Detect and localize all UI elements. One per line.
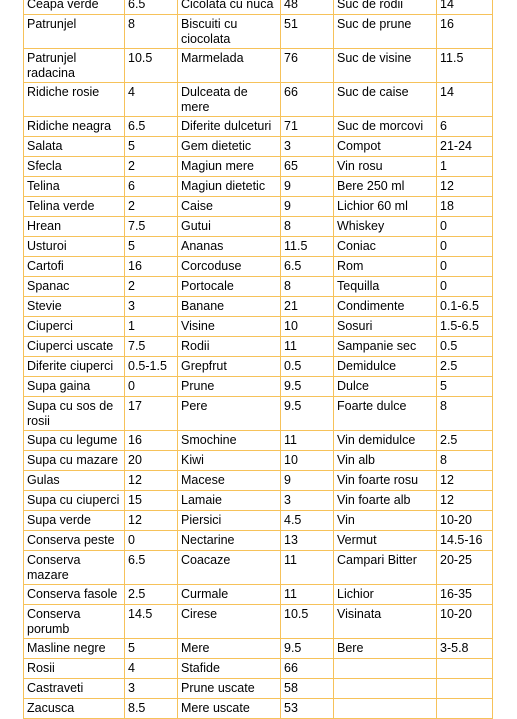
food-name-cell: Coacaze — [178, 551, 281, 585]
carb-value-cell: 0 — [437, 257, 493, 277]
carb-value-cell: 10.5 — [281, 605, 334, 639]
food-name-cell: Supa cu ciuperci — [24, 491, 125, 511]
food-name-cell: Ceapa verde — [24, 0, 125, 15]
table-row — [24, 639, 493, 659]
food-name-cell: Rom — [334, 257, 437, 277]
carb-value-cell: 5 — [125, 137, 178, 157]
food-name-cell: Magiun dietetic — [178, 177, 281, 197]
food-name-cell: Foarte dulce — [334, 397, 437, 431]
table-row — [24, 177, 493, 197]
table-row — [24, 431, 493, 451]
carb-value-cell: 58 — [281, 679, 334, 699]
table-row — [24, 699, 493, 719]
carb-value-cell: 12 — [125, 511, 178, 531]
food-name-cell: Visine — [178, 317, 281, 337]
food-name-cell: Conserva peste — [24, 531, 125, 551]
carb-value-cell — [437, 699, 493, 719]
carb-value-cell: 5 — [125, 639, 178, 659]
food-name-cell: Sfecla — [24, 157, 125, 177]
carb-value-cell: 3 — [281, 491, 334, 511]
food-name-cell: Conserva mazare — [24, 551, 125, 585]
table-row — [24, 277, 493, 297]
carb-value-cell: 12 — [437, 177, 493, 197]
food-name-cell: Zacusca — [24, 699, 125, 719]
carb-value-cell: 16 — [125, 431, 178, 451]
table-row — [24, 117, 493, 137]
table-row — [24, 585, 493, 605]
food-name-cell: Dulce — [334, 377, 437, 397]
table-row — [24, 451, 493, 471]
food-name-cell: Stafide — [178, 659, 281, 679]
carb-value-cell: 11 — [281, 337, 334, 357]
food-name-cell: Coniac — [334, 237, 437, 257]
food-name-cell: Gulas — [24, 471, 125, 491]
food-name-cell: Tequilla — [334, 277, 437, 297]
carb-value-cell: 7.5 — [125, 217, 178, 237]
food-name-cell: Lichior 60 ml — [334, 197, 437, 217]
food-name-cell: Sosuri — [334, 317, 437, 337]
food-name-cell: Banane — [178, 297, 281, 317]
food-name-cell: Stevie — [24, 297, 125, 317]
carb-value-cell: 8 — [437, 451, 493, 471]
carb-value-cell: 2 — [125, 277, 178, 297]
table-row — [24, 49, 493, 83]
food-name-cell: Curmale — [178, 585, 281, 605]
food-name-cell: Campari Bitter — [334, 551, 437, 585]
food-name-cell: Caise — [178, 197, 281, 217]
carb-value-cell: 65 — [281, 157, 334, 177]
food-name-cell: Mere — [178, 639, 281, 659]
food-name-cell: Patrunjel radacina — [24, 49, 125, 83]
table-row — [24, 83, 493, 117]
carb-value-cell: 11 — [281, 585, 334, 605]
food-name-cell: Gutui — [178, 217, 281, 237]
carb-value-cell: 3 — [281, 137, 334, 157]
food-name-cell: Vin rosu — [334, 157, 437, 177]
food-name-cell: Castraveti — [24, 679, 125, 699]
food-name-cell: Suc de rodii — [334, 0, 437, 15]
carb-value-cell: 12 — [437, 471, 493, 491]
food-name-cell: Ciuperci uscate — [24, 337, 125, 357]
food-name-cell: Supa cu legume — [24, 431, 125, 451]
carb-value-cell: 21-24 — [437, 137, 493, 157]
table-row — [24, 15, 493, 49]
food-name-cell: Diferite ciuperci — [24, 357, 125, 377]
food-name-cell — [334, 699, 437, 719]
carb-value-cell: 0 — [437, 237, 493, 257]
carb-value-cell: 14.5-16 — [437, 531, 493, 551]
food-name-cell: Grepfrut — [178, 357, 281, 377]
food-name-cell: Vin alb — [334, 451, 437, 471]
carb-value-cell: 3 — [125, 297, 178, 317]
food-name-cell: Vin — [334, 511, 437, 531]
table-row — [24, 197, 493, 217]
food-name-cell: Ridiche rosie — [24, 83, 125, 117]
food-name-cell: Condimente — [334, 297, 437, 317]
food-name-cell: Rodii — [178, 337, 281, 357]
food-name-cell: Ananas — [178, 237, 281, 257]
table-row — [24, 471, 493, 491]
table-row — [24, 357, 493, 377]
table-row — [24, 397, 493, 431]
carb-value-cell: 2.5 — [437, 357, 493, 377]
carb-value-cell: 0.5 — [281, 357, 334, 377]
carb-value-cell — [437, 679, 493, 699]
food-name-cell: Hrean — [24, 217, 125, 237]
food-name-cell: Marmelada — [178, 49, 281, 83]
table-row — [24, 659, 493, 679]
carb-value-cell: 11.5 — [437, 49, 493, 83]
table-row — [24, 491, 493, 511]
food-name-cell: Piersici — [178, 511, 281, 531]
carb-value-cell: 20-25 — [437, 551, 493, 585]
food-name-cell — [334, 659, 437, 679]
carb-value-cell: 12 — [437, 491, 493, 511]
food-name-cell: Biscuiti cu ciocolata — [178, 15, 281, 49]
carb-value-cell: 9.5 — [281, 639, 334, 659]
food-name-cell: Portocale — [178, 277, 281, 297]
table-row — [24, 679, 493, 699]
carb-value-cell: 13 — [281, 531, 334, 551]
carb-value-cell: 4 — [125, 659, 178, 679]
table-row — [24, 297, 493, 317]
carb-value-cell: 51 — [281, 15, 334, 49]
carb-value-cell: 66 — [281, 659, 334, 679]
food-name-cell: Patrunjel — [24, 15, 125, 49]
carb-value-cell: 6.5 — [125, 117, 178, 137]
carb-value-cell: 0 — [437, 217, 493, 237]
food-name-cell — [334, 679, 437, 699]
food-name-cell: Supa cu mazare — [24, 451, 125, 471]
table-row — [24, 237, 493, 257]
food-name-cell: Ciuperci — [24, 317, 125, 337]
carb-value-cell: 16 — [125, 257, 178, 277]
carb-value-cell: 8.5 — [125, 699, 178, 719]
carb-value-cell: 3 — [125, 679, 178, 699]
table-row — [24, 511, 493, 531]
table-row — [24, 257, 493, 277]
table-row — [24, 377, 493, 397]
food-name-cell: Whiskey — [334, 217, 437, 237]
carb-value-cell: 18 — [437, 197, 493, 217]
carb-value-cell: 66 — [281, 83, 334, 117]
food-name-cell: Salata — [24, 137, 125, 157]
carb-value-cell: 6 — [125, 177, 178, 197]
food-name-cell: Nectarine — [178, 531, 281, 551]
carb-value-cell: 10 — [281, 451, 334, 471]
food-name-cell: Visinata — [334, 605, 437, 639]
table-row — [24, 157, 493, 177]
food-name-cell: Lamaie — [178, 491, 281, 511]
carb-value-cell: 7.5 — [125, 337, 178, 357]
carb-value-cell: 14 — [437, 0, 493, 15]
carb-value-cell: 12 — [125, 471, 178, 491]
food-name-cell: Corcoduse — [178, 257, 281, 277]
food-name-cell: Cicolata cu nuca — [178, 0, 281, 15]
food-name-cell: Lichior — [334, 585, 437, 605]
carb-value-cell: 1.5-6.5 — [437, 317, 493, 337]
table-row — [24, 217, 493, 237]
food-name-cell: Sampanie sec — [334, 337, 437, 357]
carb-value-cell: 6.5 — [281, 257, 334, 277]
carb-value-cell: 8 — [281, 217, 334, 237]
food-name-cell: Ridiche neagra — [24, 117, 125, 137]
food-name-cell: Smochine — [178, 431, 281, 451]
table-row — [24, 137, 493, 157]
food-name-cell: Diferite dulceturi — [178, 117, 281, 137]
carb-value-cell: 71 — [281, 117, 334, 137]
food-name-cell: Pere — [178, 397, 281, 431]
carb-value-cell: 5 — [437, 377, 493, 397]
food-name-cell: Telina verde — [24, 197, 125, 217]
carb-value-cell: 10-20 — [437, 511, 493, 531]
carbohydrate-table — [23, 0, 493, 719]
food-name-cell: Macese — [178, 471, 281, 491]
food-name-cell: Bere — [334, 639, 437, 659]
carb-value-cell: 8 — [281, 277, 334, 297]
carb-value-cell — [437, 659, 493, 679]
food-name-cell: Vin demidulce — [334, 431, 437, 451]
food-name-cell: Vin foarte alb — [334, 491, 437, 511]
food-name-cell: Vin foarte rosu — [334, 471, 437, 491]
carb-value-cell: 9.5 — [281, 377, 334, 397]
carb-value-cell: 9 — [281, 177, 334, 197]
carb-value-cell: 0.1-6.5 — [437, 297, 493, 317]
carb-value-cell: 9 — [281, 197, 334, 217]
carb-value-cell: 1 — [125, 317, 178, 337]
food-name-cell: Prune — [178, 377, 281, 397]
carb-value-cell: 0 — [125, 377, 178, 397]
carb-value-cell: 0.5 — [437, 337, 493, 357]
carb-value-cell: 21 — [281, 297, 334, 317]
carb-value-cell: 2.5 — [125, 585, 178, 605]
carb-value-cell: 8 — [125, 15, 178, 49]
carb-value-cell: 9 — [281, 471, 334, 491]
carb-value-cell: 4 — [125, 83, 178, 117]
carb-value-cell: 53 — [281, 699, 334, 719]
food-name-cell: Prune uscate — [178, 679, 281, 699]
carb-value-cell: 76 — [281, 49, 334, 83]
table-body — [24, 0, 493, 719]
food-name-cell: Suc de caise — [334, 83, 437, 117]
carb-value-cell: 48 — [281, 0, 334, 15]
food-name-cell: Conserva fasole — [24, 585, 125, 605]
carb-value-cell: 4.5 — [281, 511, 334, 531]
food-name-cell: Supa gaina — [24, 377, 125, 397]
carb-value-cell: 6 — [437, 117, 493, 137]
food-name-cell: Spanac — [24, 277, 125, 297]
food-name-cell: Supa cu sos de rosii — [24, 397, 125, 431]
food-name-cell: Kiwi — [178, 451, 281, 471]
carb-value-cell: 16-35 — [437, 585, 493, 605]
food-name-cell: Conserva porumb — [24, 605, 125, 639]
carb-value-cell: 6.5 — [125, 0, 178, 15]
carb-value-cell: 0 — [125, 531, 178, 551]
carb-value-cell: 15 — [125, 491, 178, 511]
table-row — [24, 0, 493, 15]
carb-value-cell: 5 — [125, 237, 178, 257]
food-name-cell: Cartofi — [24, 257, 125, 277]
food-name-cell: Mere uscate — [178, 699, 281, 719]
table-row — [24, 337, 493, 357]
carb-value-cell: 2 — [125, 197, 178, 217]
carb-value-cell: 10.5 — [125, 49, 178, 83]
table-row — [24, 551, 493, 585]
table-row — [24, 317, 493, 337]
carb-value-cell: 14.5 — [125, 605, 178, 639]
carb-value-cell: 6.5 — [125, 551, 178, 585]
carb-value-cell: 14 — [437, 83, 493, 117]
carb-value-cell: 3-5.8 — [437, 639, 493, 659]
food-name-cell: Compot — [334, 137, 437, 157]
food-name-cell: Magiun mere — [178, 157, 281, 177]
carb-value-cell: 20 — [125, 451, 178, 471]
food-name-cell: Supa verde — [24, 511, 125, 531]
food-name-cell: Dulceata de mere — [178, 83, 281, 117]
carb-value-cell: 17 — [125, 397, 178, 431]
food-name-cell: Suc de morcovi — [334, 117, 437, 137]
carb-value-cell: 11 — [281, 431, 334, 451]
carb-value-cell: 10-20 — [437, 605, 493, 639]
food-name-cell: Gem dietetic — [178, 137, 281, 157]
carb-value-cell: 2 — [125, 157, 178, 177]
carb-value-cell: 11.5 — [281, 237, 334, 257]
food-name-cell: Masline negre — [24, 639, 125, 659]
carb-value-cell: 8 — [437, 397, 493, 431]
food-name-cell: Telina — [24, 177, 125, 197]
carb-value-cell: 0 — [437, 277, 493, 297]
food-name-cell: Rosii — [24, 659, 125, 679]
carb-value-cell: 2.5 — [437, 431, 493, 451]
food-name-cell: Suc de prune — [334, 15, 437, 49]
carb-value-cell: 9.5 — [281, 397, 334, 431]
food-name-cell: Cirese — [178, 605, 281, 639]
carb-value-cell: 11 — [281, 551, 334, 585]
food-name-cell: Vermut — [334, 531, 437, 551]
food-name-cell: Demidulce — [334, 357, 437, 377]
food-name-cell: Bere 250 ml — [334, 177, 437, 197]
table-row — [24, 605, 493, 639]
food-name-cell: Usturoi — [24, 237, 125, 257]
table-row — [24, 531, 493, 551]
carb-value-cell: 16 — [437, 15, 493, 49]
carb-value-cell: 1 — [437, 157, 493, 177]
carb-value-cell: 0.5-1.5 — [125, 357, 178, 377]
food-name-cell: Suc de visine — [334, 49, 437, 83]
carb-value-cell: 10 — [281, 317, 334, 337]
